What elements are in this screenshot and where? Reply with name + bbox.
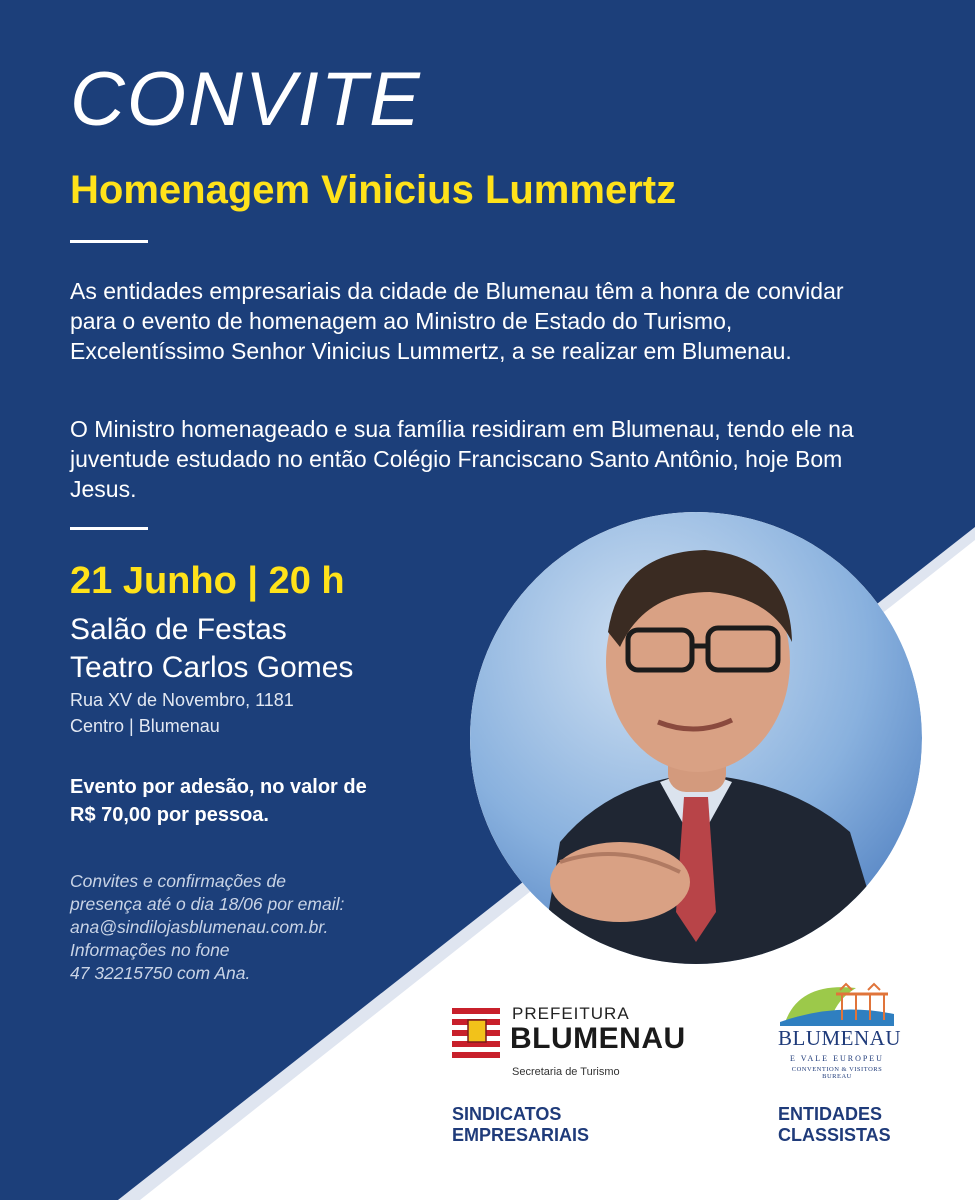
caption-sindicatos [452,1104,589,1146]
invitation-title: CONVITE [70,57,422,142]
prefeitura-label: PREFEITURA [512,1004,630,1023]
event-datetime: 21 Junho | 20 h [70,560,345,602]
price-info [70,773,430,829]
cvb-type: CONVENTION & VISITORS BUREAU [791,1066,883,1080]
price-line-1: Evento por adesão, no valor de [70,776,367,798]
cvb-name: BLUMENAU [778,1026,901,1050]
venue-line-1: Salão de Festas [70,613,287,646]
contact-line-4: Informações no fone [70,940,230,960]
contact-line-1: Convites e confirmações de [70,871,286,891]
caption-left-line-1: SINDICATOS [452,1104,562,1124]
caption-right-line-2: CLASSISTAS [778,1125,891,1145]
contact-info [70,870,430,985]
history-paragraph: O Ministro homenageado e sua família residiram em Blumenau, tendo ele na juventude estudado no então Colégio Franciscano Santo Antônio, hoje Bom Jesus. [70,416,854,502]
invitation-subtitle: Homenagem Vinicius Lummertz [70,168,677,212]
divider-middle [70,527,148,530]
secretaria-label: Secretaria de Turismo [512,1066,620,1078]
contact-line-2: presença até o dia 18/06 por email: [70,894,345,914]
minister-portrait [470,512,922,964]
price-line-2: R$ 70,00 por pessoa. [70,804,269,826]
contact-email: ana@sindilojasblumenau.com.br. [70,917,329,937]
caption-right-line-1: ENTIDADES [778,1104,883,1124]
venue-line-2: Teatro Carlos Gomes [70,651,354,684]
contact-phone: 47 32215750 com Ana. [70,963,251,983]
divider-top [70,240,148,243]
blumenau-flag-icon [452,1006,500,1058]
address-line-1: Rua XV de Novembro, 1181 [70,690,294,710]
caption-left-line-2: EMPRESARIAIS [452,1125,590,1145]
blumenau-label: BLUMENAU [510,1022,686,1055]
portrait-illustration [470,512,922,964]
prefeitura-blumenau-logo [452,1004,712,1084]
cvb-region: E VALE EUROPEU [790,1054,884,1063]
intro-paragraph: As entidades empresariais da cidade de Blumenau têm a honra de convidar para o evento de homenagem ao Ministro de Estado do Turismo, Excelentíssimo Senhor Vinicius Lummertz, a se realizar em Blumenau. [70,278,844,364]
caption-entidades [778,1104,891,1146]
address-line-2: Centro | Blumenau [70,716,220,736]
convention-bureau-logo [776,980,906,1090]
bridge-landscape-icon [776,980,898,1028]
